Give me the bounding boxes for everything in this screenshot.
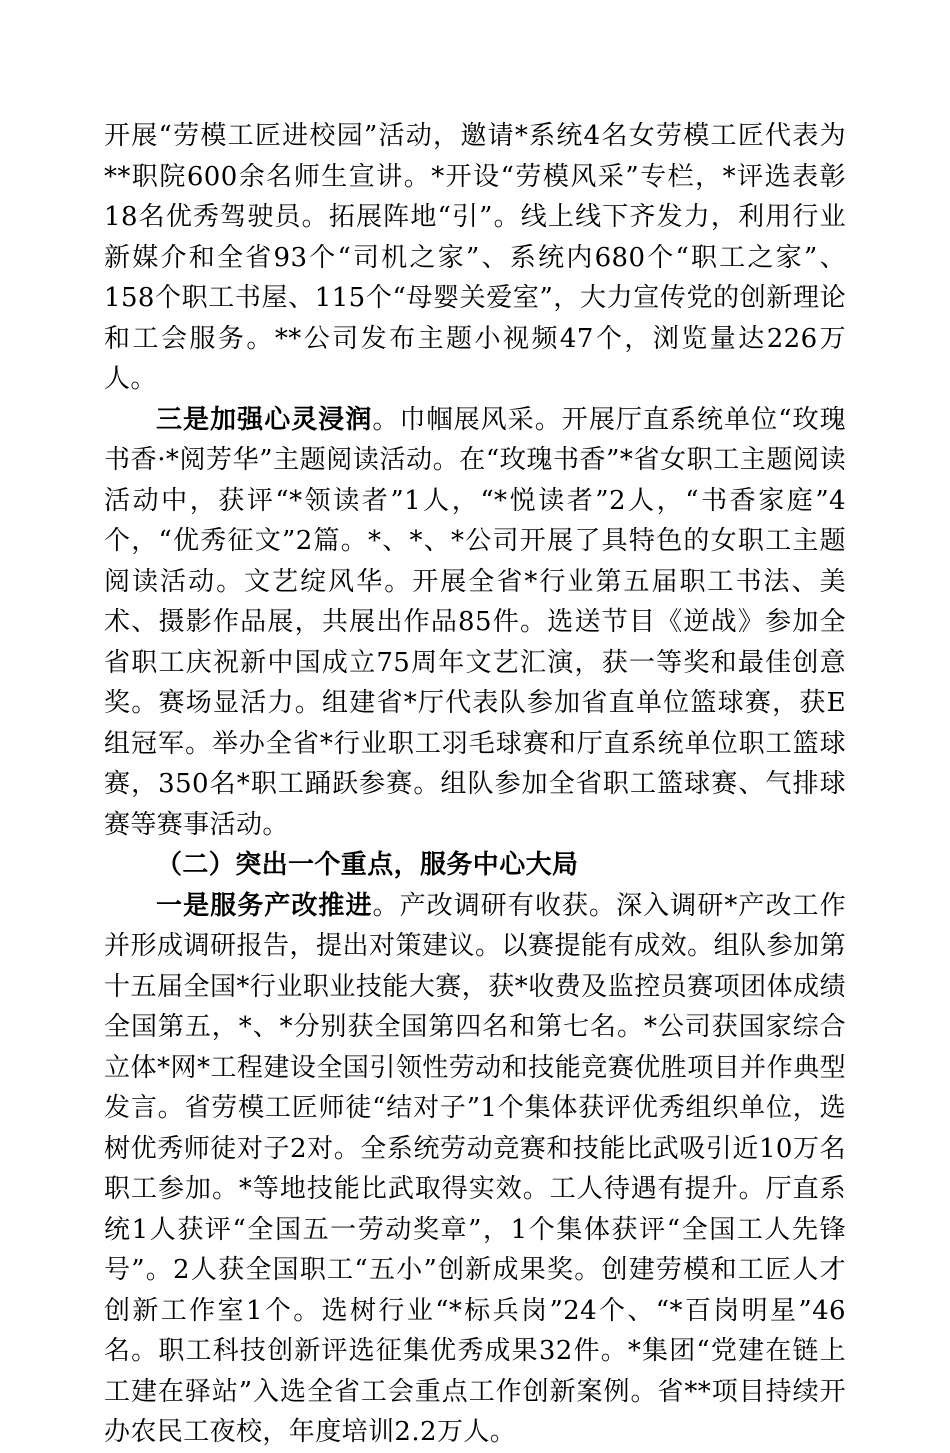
paragraph-lead-bold: 三是加强心灵浸润 [156, 404, 373, 435]
document-body [104, 116, 846, 1453]
paragraph-continuation: 开展“劳模工匠进校园”活动，邀请*系统4名女劳模工匠代表为**职院600余名师生宣讲。*开设“劳模风采”专栏，*评选表彰18名优秀驾驶员。拓展阵地“引”。线上线下齐发力，利用行业新媒介和全省93个“司机之家”、系统内680个“职工之家”、158个职工书屋、115个“母婴关爱室”，大力宣传党的创新理论和工会服务。**公司发布主题小视频47个，浏览量达226万人。 [104, 121, 846, 394]
section-heading: （二）突出一个重点，服务中心大局 [156, 850, 579, 880]
paragraph-body-text: 。巾帼展风采。开展厅直系统单位“玫瑰书香·*阅芳华”主题阅读活动。在“玫瑰书香”*省女职工主题阅读活动中，获评“*领读者”1人，“*悦读者”2人，“书香家庭”4个，“优秀征文”2篇。*、*、*公司开展了具特色的女职工主题阅读活动。文艺绽风华。开展全省*行业第五届职工书法、美术、摄影作品展，共展出作品85件。选送节目《逆战》参加全省职工庆祝新中国成立75周年文艺汇演，获一等奖和最佳创意奖。赛场显活力。组建省*厅代表队参加省直单位篮球赛，获E组冠军。举办全省*行业职工羽毛球赛和厅直系统单位职工篮球赛，350名*职工踊跃参赛。组队参加全省职工篮球赛、气排球赛等赛事活动。 [104, 404, 846, 840]
paragraph-lead-bold: 一是服务产改推进 [156, 890, 373, 921]
paragraph-reform-service [104, 886, 846, 1453]
paragraph-heart-nourishment [104, 400, 846, 846]
paragraph-body-text: 。产改调研有收获。深入调研*产改工作并形成调研报告，提出对策建议。以赛提能有成效。组队参加第十五届全国*行业职业技能大赛，获*收费及监控员赛项团体成绩全国第五，*、*分别获全国第四名和第七名。*公司获国家综合立体*网*工程建设全国引领性劳动和技能竞赛优胜项目并作典型发言。省劳模工匠师徒“结对子”1个集体获评优秀组织单位，选树优秀师徒对子2对。全系统劳动竞赛和技能比武吸引近10万名职工参加。*等地技能比武取得实效。工人待遇有提升。厅直系统1人获评“全国五一劳动奖章”，1个集体获评“全国工人先锋号”。2人获全国职工“五小”创新成果奖。创建劳模和工匠人才创新工作室1个。选树行业“*标兵岗”24个、“*百岗明星”46名。职工科技创新评选征集优秀成果32件。*集团“党建在链上工建在驿站”入选全省工会重点工作创新案例。省**项目持续开办农民工夜校，年度培训2.2万人。 [104, 890, 846, 1447]
